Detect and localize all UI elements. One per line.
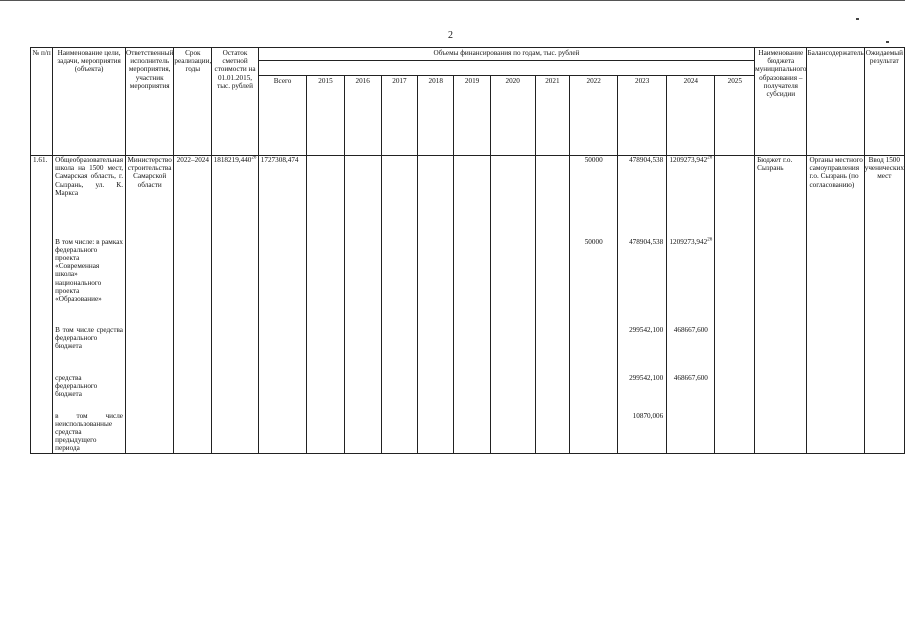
row-name: Общеобразовательная школа на 1500 мест, Самарская область, г. Сызрань, ул. К. Маркса xyxy=(53,156,126,238)
scan-speck xyxy=(886,41,889,43)
header-funding-spacer xyxy=(258,61,754,76)
row-name: в том числе неиспользованные средства предыдущего периода xyxy=(53,412,126,454)
header-result: Ожидаемый результат xyxy=(864,48,904,156)
top-border-line xyxy=(0,0,905,1)
header-name: Наименование цели, задачи, мероприятия (объекта) xyxy=(53,48,126,156)
table-row xyxy=(31,374,905,412)
row-total: 1727308,474 xyxy=(258,156,307,238)
row-name: средства федерального бюджета xyxy=(53,374,126,412)
table-row xyxy=(31,156,905,238)
row-2024: 468667,600 xyxy=(667,326,715,374)
row-result: Ввод 1500 ученических мест xyxy=(864,156,904,238)
table-row xyxy=(31,238,905,326)
header-year: 2020 xyxy=(490,76,535,156)
row-2024: 468667,600 xyxy=(667,374,715,412)
row-2023: 10870,006 xyxy=(618,412,667,454)
row-2022: 50000 xyxy=(570,156,618,238)
header-year: 2022 xyxy=(570,76,618,156)
header-remainder: Остаток сметной стоимости на 01.01.2015, тыс. рублей xyxy=(212,48,259,156)
row-budget: Бюджет г.о. Сызрань xyxy=(755,156,807,238)
row-2024: 1209273,942$^{26}$ xyxy=(667,156,715,238)
header-year: 2017 xyxy=(381,76,417,156)
header-year: 2018 xyxy=(418,76,454,156)
row-holder: Органы местного самоуправления г.о. Сызрань (по согласованию) xyxy=(807,156,864,238)
row-2023: 478904,538 xyxy=(618,156,667,238)
row-term: 2022–2024 xyxy=(174,156,212,238)
page-number: 2 xyxy=(448,30,453,41)
row-2022: 50000 xyxy=(570,238,618,326)
header-funding: Объемы финансирования по годам, тыс. рублей xyxy=(258,48,754,61)
table-row xyxy=(31,412,905,454)
table-row xyxy=(31,326,905,374)
header-total: Всего xyxy=(258,76,307,156)
row-2023: 299542,100 xyxy=(618,374,667,412)
scan-speck xyxy=(856,18,859,20)
header-year: 2024 xyxy=(667,76,715,156)
row-num: 1.61. xyxy=(31,156,53,238)
row-name: В том числе: в рамках федерального проекта «Современная школа» национального проекта «Образование» xyxy=(53,238,126,326)
header-holder: Балансодержатель xyxy=(807,48,864,156)
header-year: 2021 xyxy=(535,76,570,156)
header-year: 2015 xyxy=(307,76,344,156)
row-remainder: 1818219,440$^{26}$ xyxy=(212,156,259,238)
header-year: 2025 xyxy=(715,76,755,156)
header-budget: Наименование бюджета муниципального образования – получателя субсидии xyxy=(755,48,807,156)
header-year: 2023 xyxy=(618,76,667,156)
header-num: № п/п xyxy=(31,48,53,156)
header-year: 2019 xyxy=(454,76,490,156)
funding-table xyxy=(30,47,905,454)
header-term: Срок реализации, годы xyxy=(174,48,212,156)
row-2024: 1209273,942$^{26}$ xyxy=(667,238,715,326)
row-2023: 478904,538 xyxy=(618,238,667,326)
row-responsible: Министерство строительства Самарской области xyxy=(126,156,174,238)
header-year: 2016 xyxy=(344,76,381,156)
row-2023: 299542,100 xyxy=(618,326,667,374)
row-name: В том числе средства федерального бюджета xyxy=(53,326,126,374)
header-responsible: Ответственный исполнитель мероприятия, участник мероприятия xyxy=(126,48,174,156)
